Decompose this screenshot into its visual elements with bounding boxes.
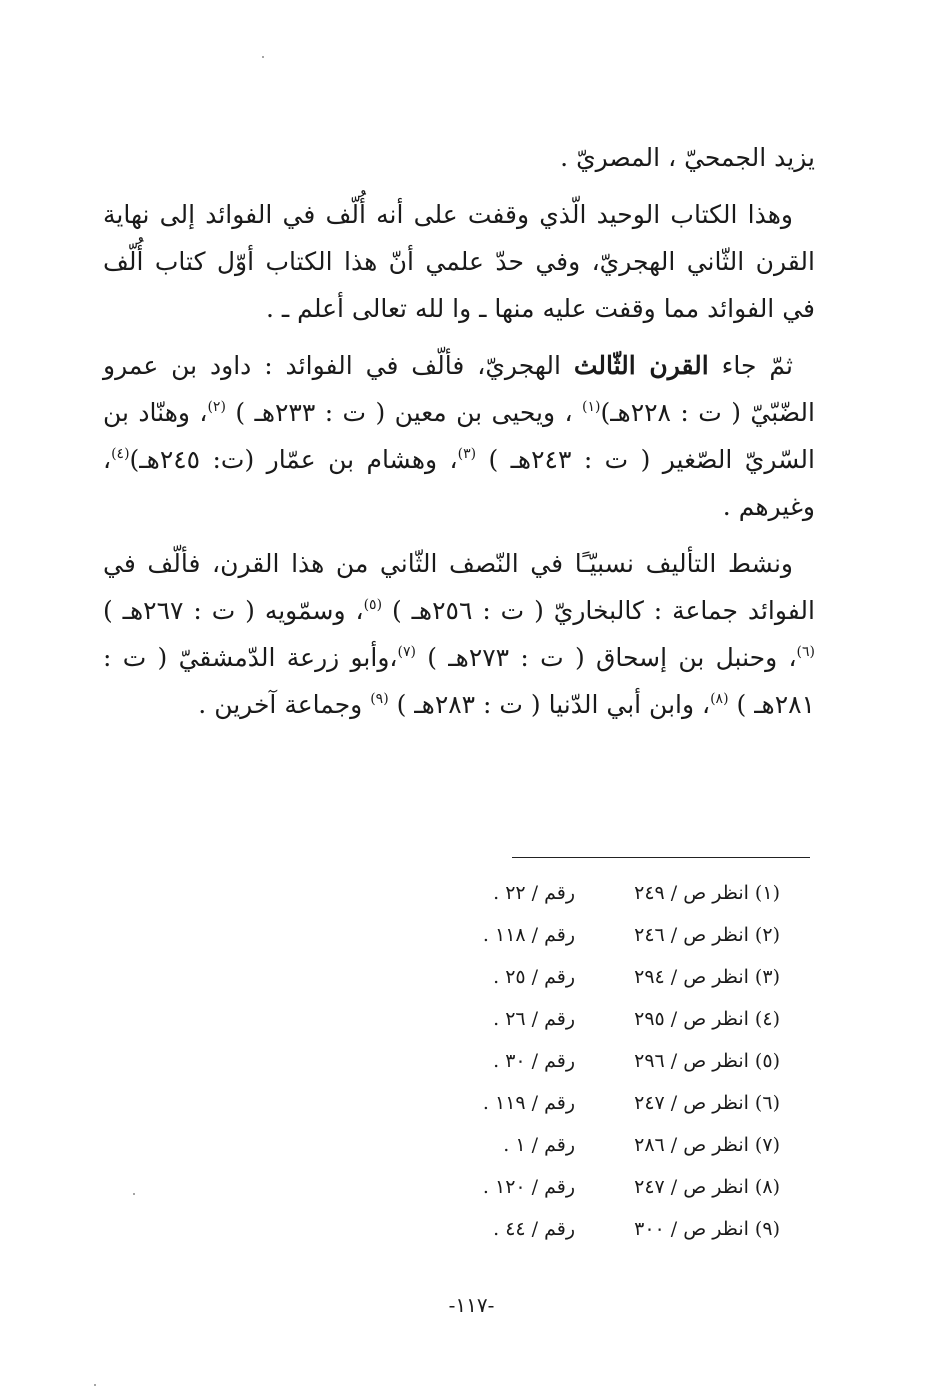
scan-speck xyxy=(94,1384,96,1386)
footnote-ref: (٢) انظر ص / ٢٤٦ xyxy=(634,924,780,946)
text-segment: ونشط التأليف نسبيّـًا في النّصف الثّاني من هذا القرن، فألّف في الفوائد جماعة : كالبخاريّ ( ت : ٢٥٦هـ ) xyxy=(103,549,815,625)
footnote-item xyxy=(380,998,780,1040)
footnote-ref: (٧) انظر ص / ٢٨٦ xyxy=(634,1134,780,1156)
text-segment: ،وأبو زرعة الدّمشقيّ ( ت : ٢٨١هـ ) xyxy=(103,643,815,719)
footnote-number: رقم / ١٢٠ . xyxy=(482,1176,575,1198)
footnote-marker: (٩) xyxy=(370,691,389,707)
scan-speck xyxy=(262,56,264,58)
footnote-marker: (٢) xyxy=(207,399,226,415)
text-segment: الهجريّ، فألّف في الفوائد : داود بن عمرو الضّبّيّ ( ت : ٢٢٨هـ) xyxy=(103,351,815,427)
footnote-number: رقم / ١ . xyxy=(503,1134,575,1156)
text-segment: ، وغيرهم . xyxy=(103,445,815,521)
text-segment: وجماعة آخرين . xyxy=(198,690,371,719)
paragraph-3 xyxy=(103,342,815,530)
paragraph-2: وهذا الكتاب الوحيد الّذي وقفت على أنه أُلّف في الفوائد إلى نهاية القرن الثّاني الهجريّ، وفي حدّ علمي أنّ هذا الكتاب أوّل كتاب أُلّف في الفوائد مما وقفت عليه منها ـ وا لله تعالى أعلم ـ . xyxy=(103,200,815,323)
footnote-number: رقم / ١١٨ . xyxy=(482,924,575,946)
footnote-item xyxy=(380,914,780,956)
footnote-separator xyxy=(512,857,810,858)
footnote-item xyxy=(380,1208,780,1250)
footnote-item xyxy=(380,1166,780,1208)
text-segment: ، ويحيى بن معين ( ت : ٢٣٣هـ ) xyxy=(225,398,582,427)
footnote-ref: (٤) انظر ص / ٢٩٥ xyxy=(634,1008,780,1030)
footnotes-list xyxy=(380,872,780,1250)
footnote-number: رقم / ٢٦ . xyxy=(493,1008,575,1030)
footnote-number: رقم / ٣٠ . xyxy=(493,1050,575,1072)
page-number: -١١٧- xyxy=(448,1293,495,1317)
text-segment: ، وهنّاد بن السّريّ الصّغير ( ت : ٢٤٣هـ ) xyxy=(103,398,815,474)
footnote-item xyxy=(380,1040,780,1082)
footnote-item xyxy=(380,872,780,914)
footnote-marker: (٦) xyxy=(796,644,816,660)
text-segment: ، وسمّويه ( ت : ٢٦٧هـ ) xyxy=(103,596,364,625)
footnote-ref: (٩) انظر ص / ٣٠٠ xyxy=(634,1218,780,1240)
text-segment: ، وحنبل بن إسحاق ( ت : ٢٧٣هـ ) xyxy=(415,643,797,672)
text-segment: ، وابن أبي الدّنيا ( ت : ٢٨٣هـ ) xyxy=(388,690,711,719)
footnote-number: رقم / ١١٩ . xyxy=(482,1092,575,1114)
footnote-number: رقم / ٢٥ . xyxy=(493,966,575,988)
footnote-marker: (٧) xyxy=(397,644,416,660)
footnote-ref: (٨) انظر ص / ٢٤٧ xyxy=(634,1176,780,1198)
footnote-ref: (١) انظر ص / ٢٤٩ xyxy=(634,882,780,904)
footnote-number: رقم / ٤٤ . xyxy=(493,1218,575,1240)
footnote-item xyxy=(380,1124,780,1166)
paragraph-1: يزيد الجمحيّ ، المصريّ . xyxy=(560,143,815,172)
footnote-item xyxy=(380,956,780,998)
footnote-marker: (٤) xyxy=(111,446,130,462)
footnote-marker: (٨) xyxy=(710,691,729,707)
footnote-ref: (٥) انظر ص / ٢٩٦ xyxy=(634,1050,780,1072)
text-segment: ، وهشام بن عمّار (ت: ٢٤٥هـ) xyxy=(129,445,458,474)
paragraph-4 xyxy=(103,540,815,728)
footnote-ref: (٦) انظر ص / ٢٤٧ xyxy=(634,1092,780,1114)
footnote-marker: (٥) xyxy=(363,597,383,613)
bold-term: القرن الثّالث xyxy=(573,351,709,380)
footnote-item xyxy=(380,1082,780,1124)
footnote-marker: (٣) xyxy=(457,446,477,462)
footnote-number: رقم / ٢٢ . xyxy=(493,882,575,904)
text-segment: ثمّ جاء xyxy=(708,351,793,380)
scan-speck xyxy=(133,1193,135,1195)
main-text xyxy=(103,134,815,738)
footnote-marker: (١) xyxy=(581,399,601,415)
footnote-ref: (٣) انظر ص / ٢٩٤ xyxy=(634,966,780,988)
